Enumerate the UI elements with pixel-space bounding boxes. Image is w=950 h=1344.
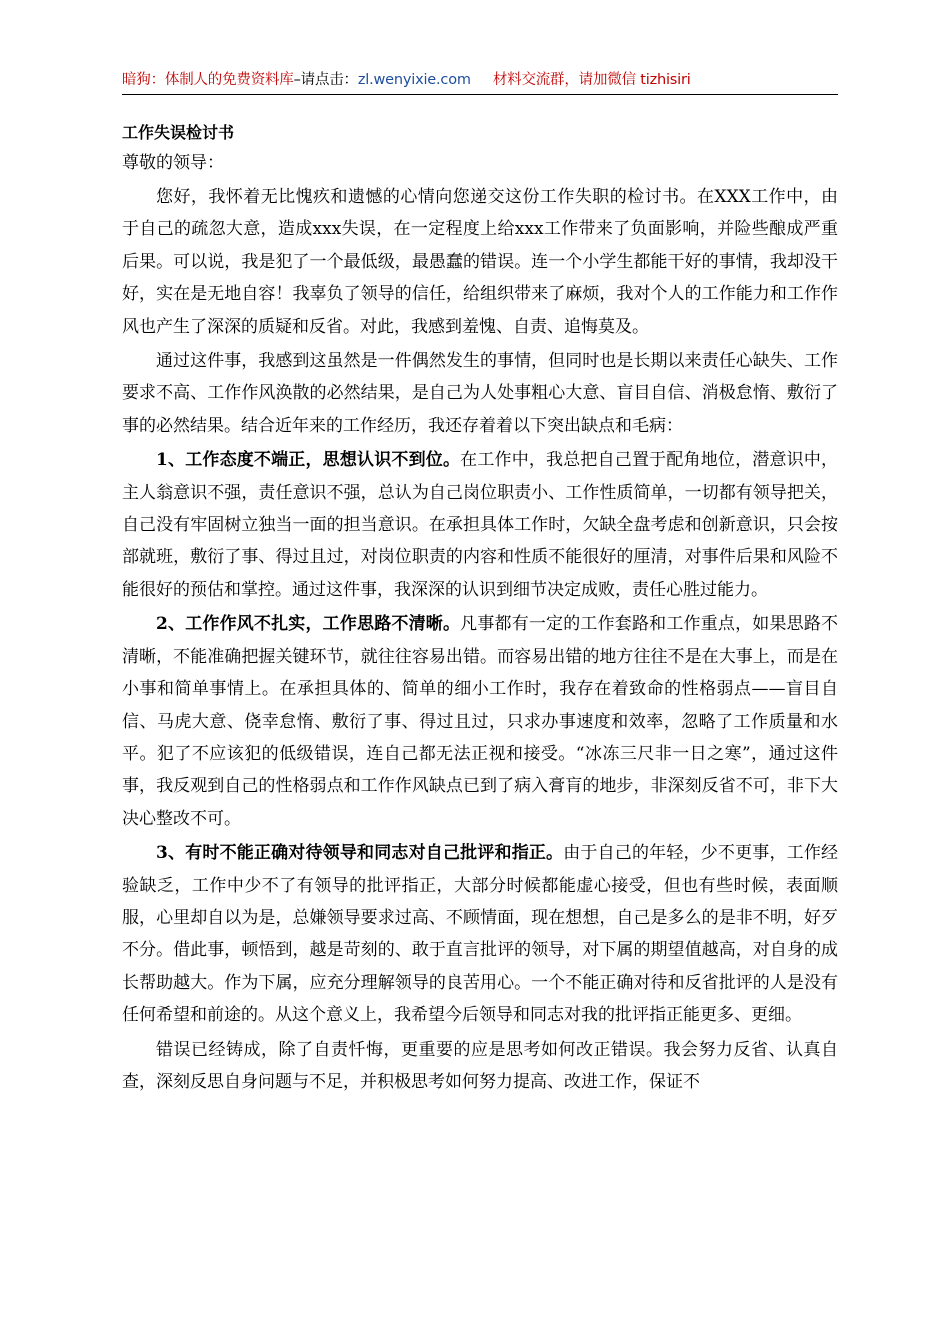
- list-item-1-text: 在工作中，我总把自己置于配角地位，潜意识中，主人翁意识不强，责任意识不强，总认为自己岗位职责小、工作性质简单，一切都有领导把关，自己没有牢固树立独当一面的担当意识。在承担具体工作时，欠缺全盘考虑和创新意识，只会按部就班，敷衍了事、得过且过，对岗位职责的内容和性质不能很好的厘清，对事件后果和风险不能很好的预估和掌控。通过这件事，我深深的认识到细节决定成败，责任心胜过能力。: [122, 450, 839, 600]
- header-link[interactable]: zl.wenyixie.com: [357, 72, 471, 88]
- page-header: [122, 70, 838, 90]
- header-divider: [122, 94, 838, 95]
- header-brand: 暗狗：体制人的免费资料库: [122, 72, 294, 88]
- paragraph-reflection: 通过这件事，我感到这虽然是一件偶然发生的事情，但同时也是长期以来责任心缺失、工作要求不高、工作作风涣散的必然结果，是自己为人处事粗心大意、盲目自信、消极怠惰、敷衍了事的必然结果。结合近年来的工作经历，我还存着着以下突出缺点和毛病：: [122, 351, 838, 436]
- document-body: [122, 121, 838, 1098]
- list-item-3-heading: 3、有时不能正确对待领导和同志对自己批评和指正。: [156, 843, 564, 864]
- header-spacer: [471, 72, 493, 88]
- header-contact: 材料交流群，请加微信 tizhisiri: [492, 72, 691, 88]
- list-item-1-heading: 1、工作态度不端正，思想认识不到位。: [156, 450, 461, 471]
- list-item-2: [122, 608, 838, 835]
- salutation: 尊敬的领导：: [122, 153, 224, 173]
- paragraph-closing: 错误已经铸成，除了自责忏悔，更重要的应是思考如何改正错误。我会努力反省、认真自查，深刻反思自身问题与不足，并积极思考如何努力提高、改进工作，保证不: [122, 1039, 838, 1092]
- paragraph-intro: 您好，我怀着无比愧疚和遗憾的心情向您递交这份工作失职的检讨书。在XXX工作中，由于自己的疏忽大意，造成xxx失误，在一定程度上给xxx工作带来了负面影响，并险些酿成严重后果。可以说，我是犯了一个最低级，最愚蠢的错误。连一个小学生都能干好的事情，我却没干好，实在是无地自容！我辜负了领导的信任，给组织带来了麻烦，我对个人的工作能力和工作作风也产生了深深的质疑和反省。对此，我感到羞愧、自责、追悔莫及。: [122, 187, 838, 337]
- list-item-2-text: 凡事都有一定的工作套路和工作重点，如果思路不清晰，不能准确把握关键环节，就往往容易出错。而容易出错的地方往往不是在大事上，而是在小事和简单事情上。在承担具体的、简单的细小工作时，我存在着致命的性格弱点——盲目自信、马虎大意、侥幸怠惰、敷衍了事、得过且过，只求办事速度和效率，忽略了工作质量和水平。犯了不应该犯的低级错误，连自己都无法正视和接受。“冰冻三尺非一日之寒”，通过这件事，我反观到自己的性格弱点和工作作风缺点已到了病入膏肓的地步，非深刻反省不可，非下大决心整改不可。: [122, 614, 839, 829]
- document-title: 工作失误检讨书: [122, 123, 235, 142]
- list-item-2-heading: 2、工作作风不扎实，工作思路不清晰。: [156, 614, 461, 635]
- header-prompt: –请点击：: [293, 72, 358, 88]
- list-item-3-text: 由于自己的年轻，少不更事，工作经验缺乏，工作中少不了有领导的批评指正，大部分时候都能虚心接受，但也有些时候，表面顺服，心里却自以为是，总嫌领导要求过高、不顾情面，现在想想，自己是多么的是非不明，好歹不分。借此事，顿悟到，越是苛刻的、敢于直言批评的领导，对下属的期望值越高，对自身的成长帮助越大。作为下属，应充分理解领导的良苦用心。一个不能正确对待和反省批评的人是没有任何希望和前途的。从这个意义上，我希望今后领导和同志对我的批评指正能更多、更细。: [122, 843, 839, 1026]
- list-item-1: [122, 444, 838, 606]
- list-item-3: [122, 837, 838, 1031]
